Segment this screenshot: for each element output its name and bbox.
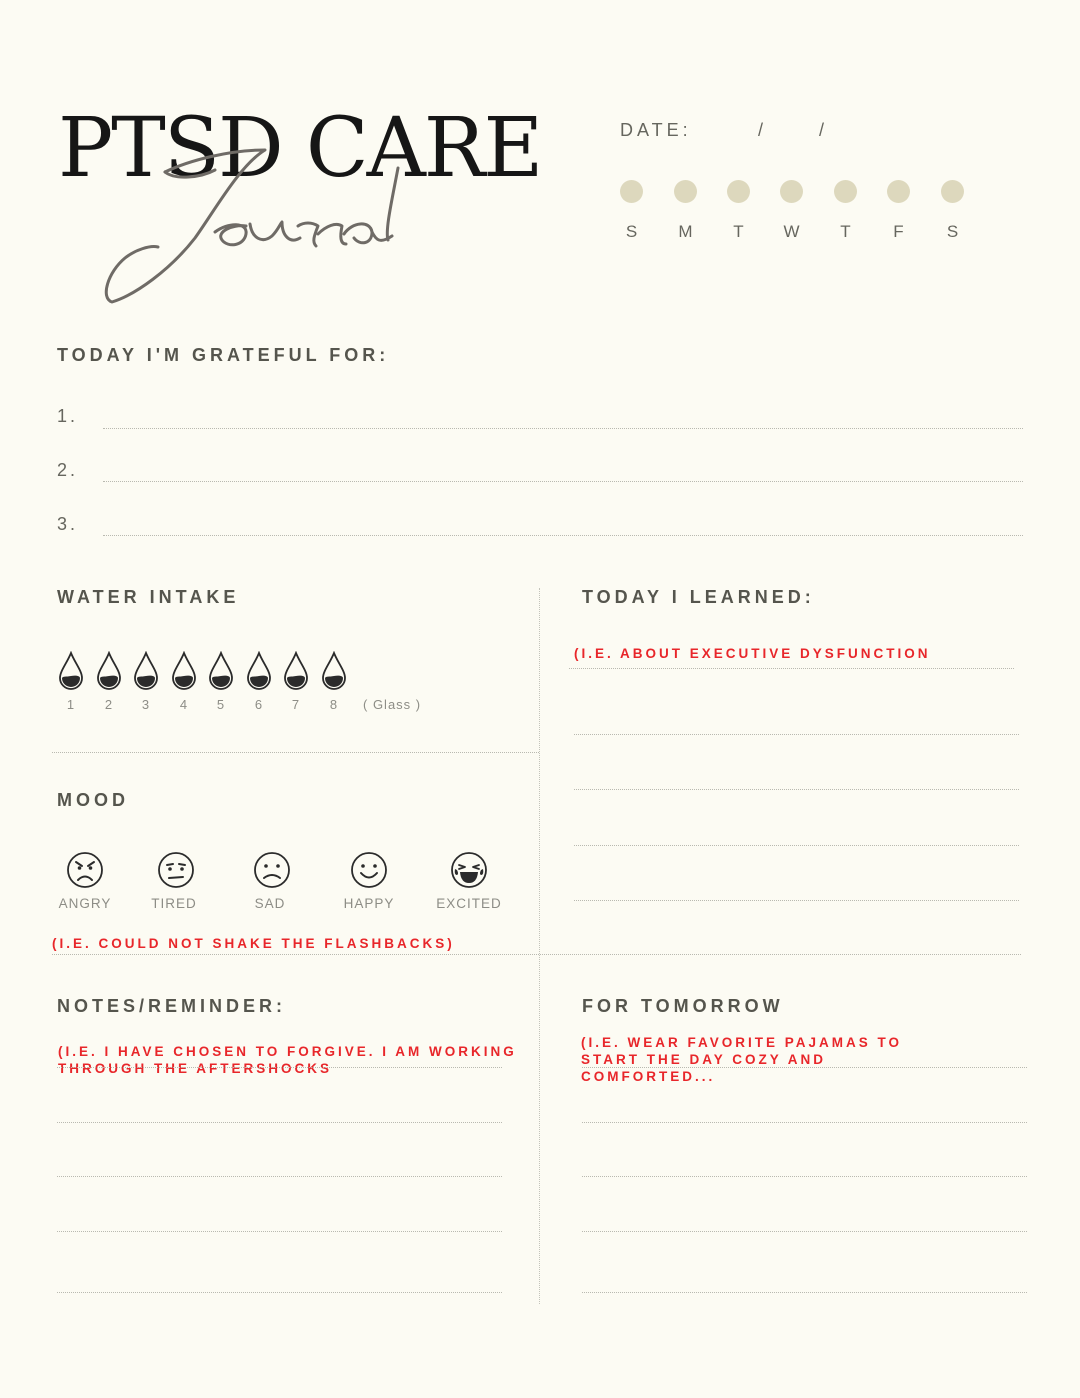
water-drop-icon[interactable] (135, 653, 157, 689)
mood-label-tired: TIRED (151, 896, 197, 911)
grateful-line-3[interactable] (103, 535, 1023, 536)
day-dot-saturday[interactable] (941, 180, 964, 203)
tomorrow-line[interactable] (582, 1067, 1027, 1068)
learned-line[interactable] (574, 734, 1019, 735)
grateful-item-number: 3. (57, 514, 79, 534)
notes-heading: NOTES/REMINDER: (57, 996, 287, 1016)
tomorrow-line[interactable] (582, 1122, 1027, 1123)
day-label: S (625, 222, 639, 241)
glass-number: 6 (254, 697, 264, 712)
glass-number: 2 (104, 697, 114, 712)
angry-face-icon[interactable] (66, 851, 104, 889)
water-drop-icon[interactable] (173, 653, 195, 689)
day-label: T (733, 222, 745, 241)
glass-number: 3 (141, 697, 151, 712)
section-divider (52, 954, 1021, 955)
water-drop-icon[interactable] (248, 653, 270, 689)
glass-number: 7 (291, 697, 301, 712)
tired-face-icon[interactable] (157, 851, 195, 889)
mood-note: (I.E. COULD NOT SHAKE THE FLASHBACKS) (52, 936, 455, 951)
mood-label-angry: ANGRY (58, 896, 112, 911)
column-divider (539, 588, 540, 1304)
tomorrow-line[interactable] (582, 1292, 1027, 1293)
day-dot-thursday[interactable] (834, 180, 857, 203)
notes-note-line-2: THROUGH THE AFTERSHOCKS (58, 1061, 332, 1076)
tomorrow-line[interactable] (582, 1176, 1027, 1177)
date-label: DATE: (620, 120, 692, 140)
glass-unit-label: ( Glass ) (363, 697, 422, 712)
day-label: T (840, 222, 852, 241)
date-separator: / (819, 120, 825, 140)
grateful-item-number: 2. (57, 460, 79, 480)
glass-number: 4 (179, 697, 189, 712)
day-dot-wednesday[interactable] (780, 180, 803, 203)
day-label: W (783, 222, 801, 241)
tomorrow-note-line-1: (I.E. WEAR FAVORITE PAJAMAS TO (581, 1035, 903, 1050)
learned-line[interactable] (574, 845, 1019, 846)
glass-number: 8 (329, 697, 339, 712)
water-drop-icon[interactable] (323, 653, 345, 689)
grateful-item-number: 1. (57, 406, 79, 426)
journal-title: PTSD CARE (58, 101, 542, 196)
tomorrow-note-line-2: START THE DAY COZY AND (581, 1052, 827, 1067)
notes-line[interactable] (57, 1067, 502, 1068)
glass-number: 1 (66, 697, 76, 712)
learned-line[interactable] (569, 668, 1014, 669)
water-drop-icon[interactable] (60, 653, 82, 689)
mood-heading: MOOD (57, 790, 129, 810)
excited-face-icon[interactable] (450, 851, 488, 889)
tomorrow-note-line-3: COMFORTED... (581, 1069, 716, 1084)
notes-line[interactable] (57, 1231, 502, 1232)
day-label: S (946, 222, 960, 241)
notes-line[interactable] (57, 1292, 502, 1293)
section-divider (52, 752, 539, 753)
learned-line[interactable] (574, 900, 1019, 901)
tomorrow-line[interactable] (582, 1231, 1027, 1232)
mood-label-sad: SAD (254, 896, 286, 911)
grateful-line-2[interactable] (103, 481, 1023, 482)
day-dot-monday[interactable] (674, 180, 697, 203)
mood-label-excited: EXCITED (436, 896, 502, 911)
grateful-heading: TODAY I'M GRATEFUL FOR: (57, 345, 390, 365)
learned-heading: TODAY I LEARNED: (582, 587, 815, 607)
water-drop-icon[interactable] (285, 653, 307, 689)
water-drop-icon[interactable] (210, 653, 232, 689)
day-dot-tuesday[interactable] (727, 180, 750, 203)
tomorrow-heading: FOR TOMORROW (582, 996, 784, 1016)
mood-label-happy: HAPPY (343, 896, 395, 911)
day-dot-friday[interactable] (887, 180, 910, 203)
sad-face-icon[interactable] (253, 851, 291, 889)
journal-script-subtitle (0, 0, 1080, 320)
notes-line[interactable] (57, 1176, 502, 1177)
day-label: F (893, 222, 905, 241)
notes-line[interactable] (57, 1122, 502, 1123)
learned-note: (I.E. ABOUT EXECUTIVE DYSFUNCTION (574, 646, 931, 661)
learned-line[interactable] (574, 789, 1019, 790)
water-drops (58, 651, 350, 691)
day-dot-sunday[interactable] (620, 180, 643, 203)
grateful-line-1[interactable] (103, 428, 1023, 429)
day-label: M (678, 222, 694, 241)
glass-number: 5 (216, 697, 226, 712)
water-drop-icon[interactable] (98, 653, 120, 689)
date-separator: / (758, 120, 764, 140)
notes-note-line-1: (I.E. I HAVE CHOSEN TO FORGIVE. I AM WORKING (58, 1044, 517, 1059)
happy-face-icon[interactable] (350, 851, 388, 889)
water-intake-heading: WATER INTAKE (57, 587, 240, 607)
